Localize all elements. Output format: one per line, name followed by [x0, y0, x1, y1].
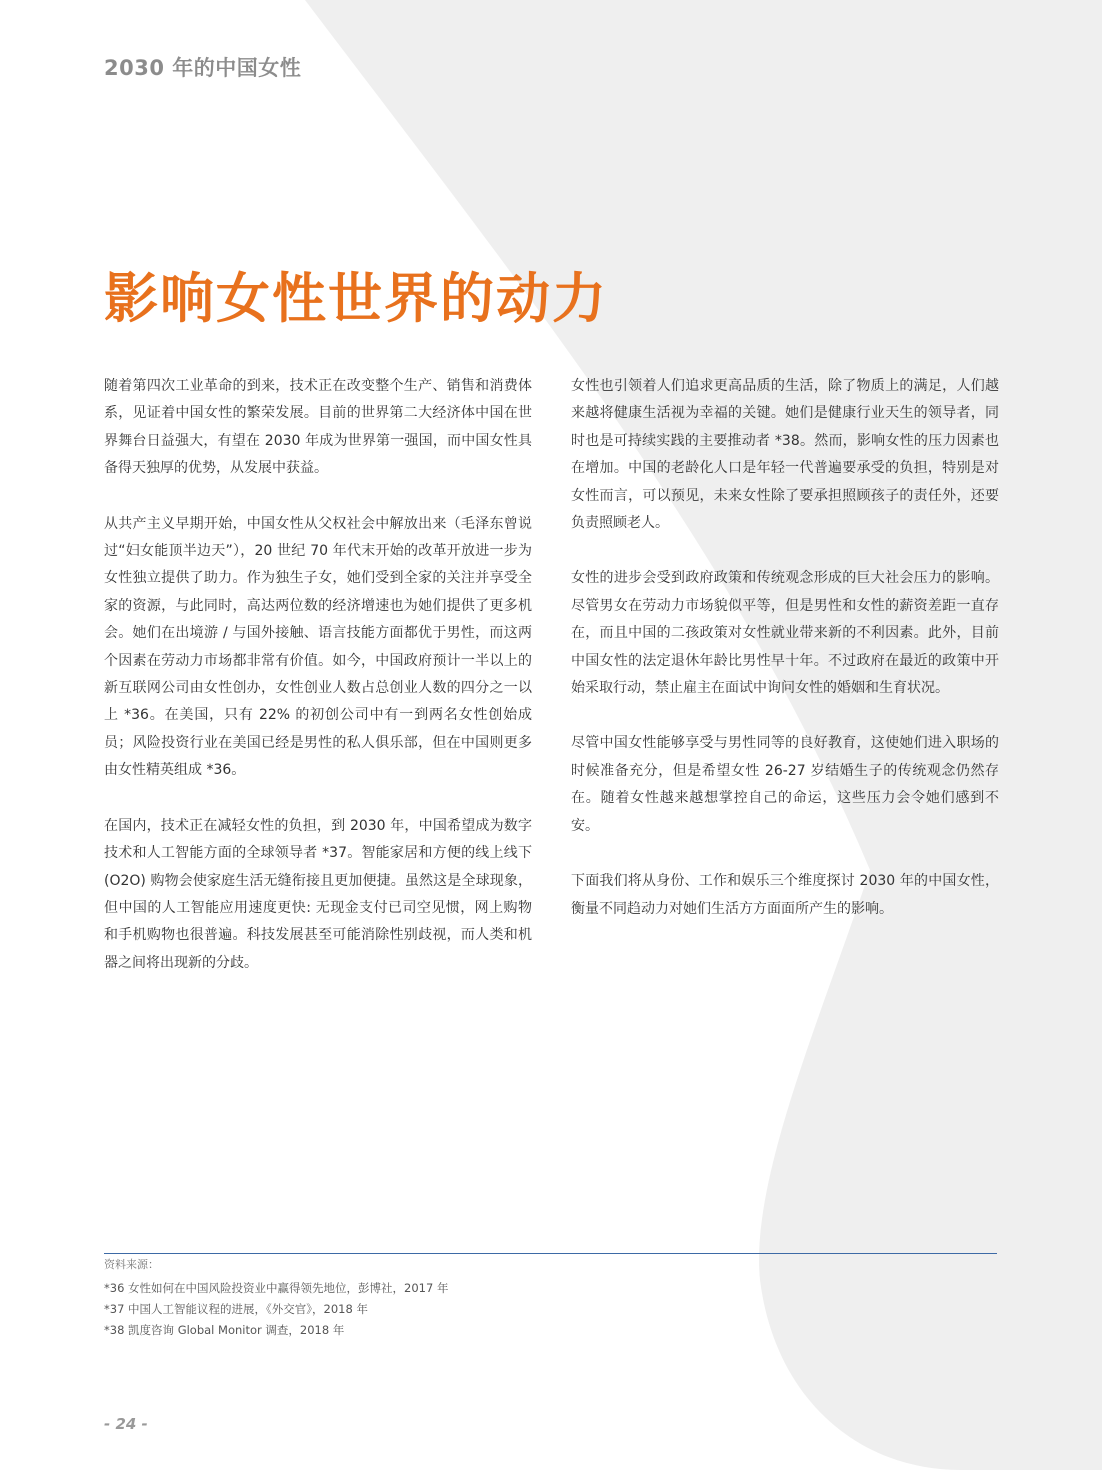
footnote: *37 中国人工智能议程的进展，《外交官》，2018 年: [104, 1302, 368, 1316]
page-number: - 24 -: [104, 1415, 148, 1433]
left-column: [104, 373, 532, 1005]
sources-label: 资料来源：: [104, 1258, 159, 1271]
paragraph: 女性的进步会受到政府政策和传统观念形成的巨大社会压力的影响。尽管男女在劳动力市场貌似平等，但是男性和女性的薪资差距一直存在，而且中国的二孩政策对女性就业带来新的不利因素。此外，目前中国女性的法定退休年龄比男性早十年。不过政府在最近的政策中开始采取行动，禁止雇主在面试中询问女性的婚姻和生育状况。: [571, 570, 999, 697]
paragraph: 随着第四次工业革命的到来，技术正在改变整个生产、销售和消费体系，见证着中国女性的繁荣发展。目前的世界第二大经济体中国在世界舞台日益强大，有望在 2030 年成为世界第一强国，而中国女性具备得天独厚的优势，从发展中获益。: [104, 378, 532, 477]
paragraph: 从共产主义早期开始，中国女性从父权社会中解放出来（毛泽东曾说过“妇女能顶半边天”），20 世纪 70 年代末开始的改革开放进一步为女性独立提供了助力。作为独生子女，她们受到全家的关注并享受全家的资源，与此同时，高达两位数的经济增速也为她们提供了更多机会。她们在出境游 / 与国外接触、语言技能方面都优于男性，而这两个因素在劳动力市场都非常有价值。如今，中国政府预计一半以上的新互联网公司由女性创办，女性创业人数占总创业人数的四分之一以上 *36。在美国，只有 22% 的初创公司中有一到两名女性创始成员；风险投资行业在美国已经是男性的私人俱乐部，但在中国则更多由女性精英组成 *36。: [104, 515, 532, 779]
header-title: 2030 年的中国女性: [104, 56, 302, 80]
paragraph: 女性也引领着人们追求更高品质的生活，除了物质上的满足，人们越来越将健康生活视为幸福的关键。她们是健康行业天生的领导者，同时也是可持续实践的主要推动者 *38。然而，影响女性的压力因素也在增加。中国的老龄化人口是年轻一代普遍要承受的负担，特别是对女性而言，可以预见，未来女性除了要承担照顾孩子的责任外，还要负责照顾老人。: [571, 378, 999, 532]
paragraph: 尽管中国女性能够享受与男性同等的良好教育，这使她们进入职场的时候准备充分，但是希望女性 26-27 岁结婚生子的传统观念仍然存在。随着女性越来越想掌控自己的命运，这些压力会令她们感到不安。: [571, 735, 999, 834]
footnote: *36 女性如何在中国风险投资业中赢得领先地位，彭博社，2017 年: [104, 1281, 449, 1295]
right-column: [571, 373, 999, 951]
sources-divider: [104, 1253, 997, 1254]
footnote: *38 凯度咨询 Global Monitor 调查，2018 年: [104, 1323, 345, 1337]
paragraph: 在国内，技术正在减轻女性的负担，到 2030 年，中国希望成为数字技术和人工智能方面的全球领导者 *37。智能家居和方便的线上线下 (O2O) 购物会使家庭生活无缝衔接且更加便捷。虽然这是全球现象，但中国的人工智能应用速度更快: 无现金支付已司空见惯，网上购物和手机购物也很普遍。科技发展甚至可能消除性别歧视，而人类和机器之间将出现新的分歧。: [104, 817, 532, 971]
page-title: 影响女性世界的动力: [104, 267, 608, 330]
footnotes: [104, 1278, 448, 1341]
paragraph: 下面我们将从身份、工作和娱乐三个维度探讨 2030 年的中国女性，衡量不同趋动力对她们生活方方面面所产生的影响。: [571, 873, 999, 917]
